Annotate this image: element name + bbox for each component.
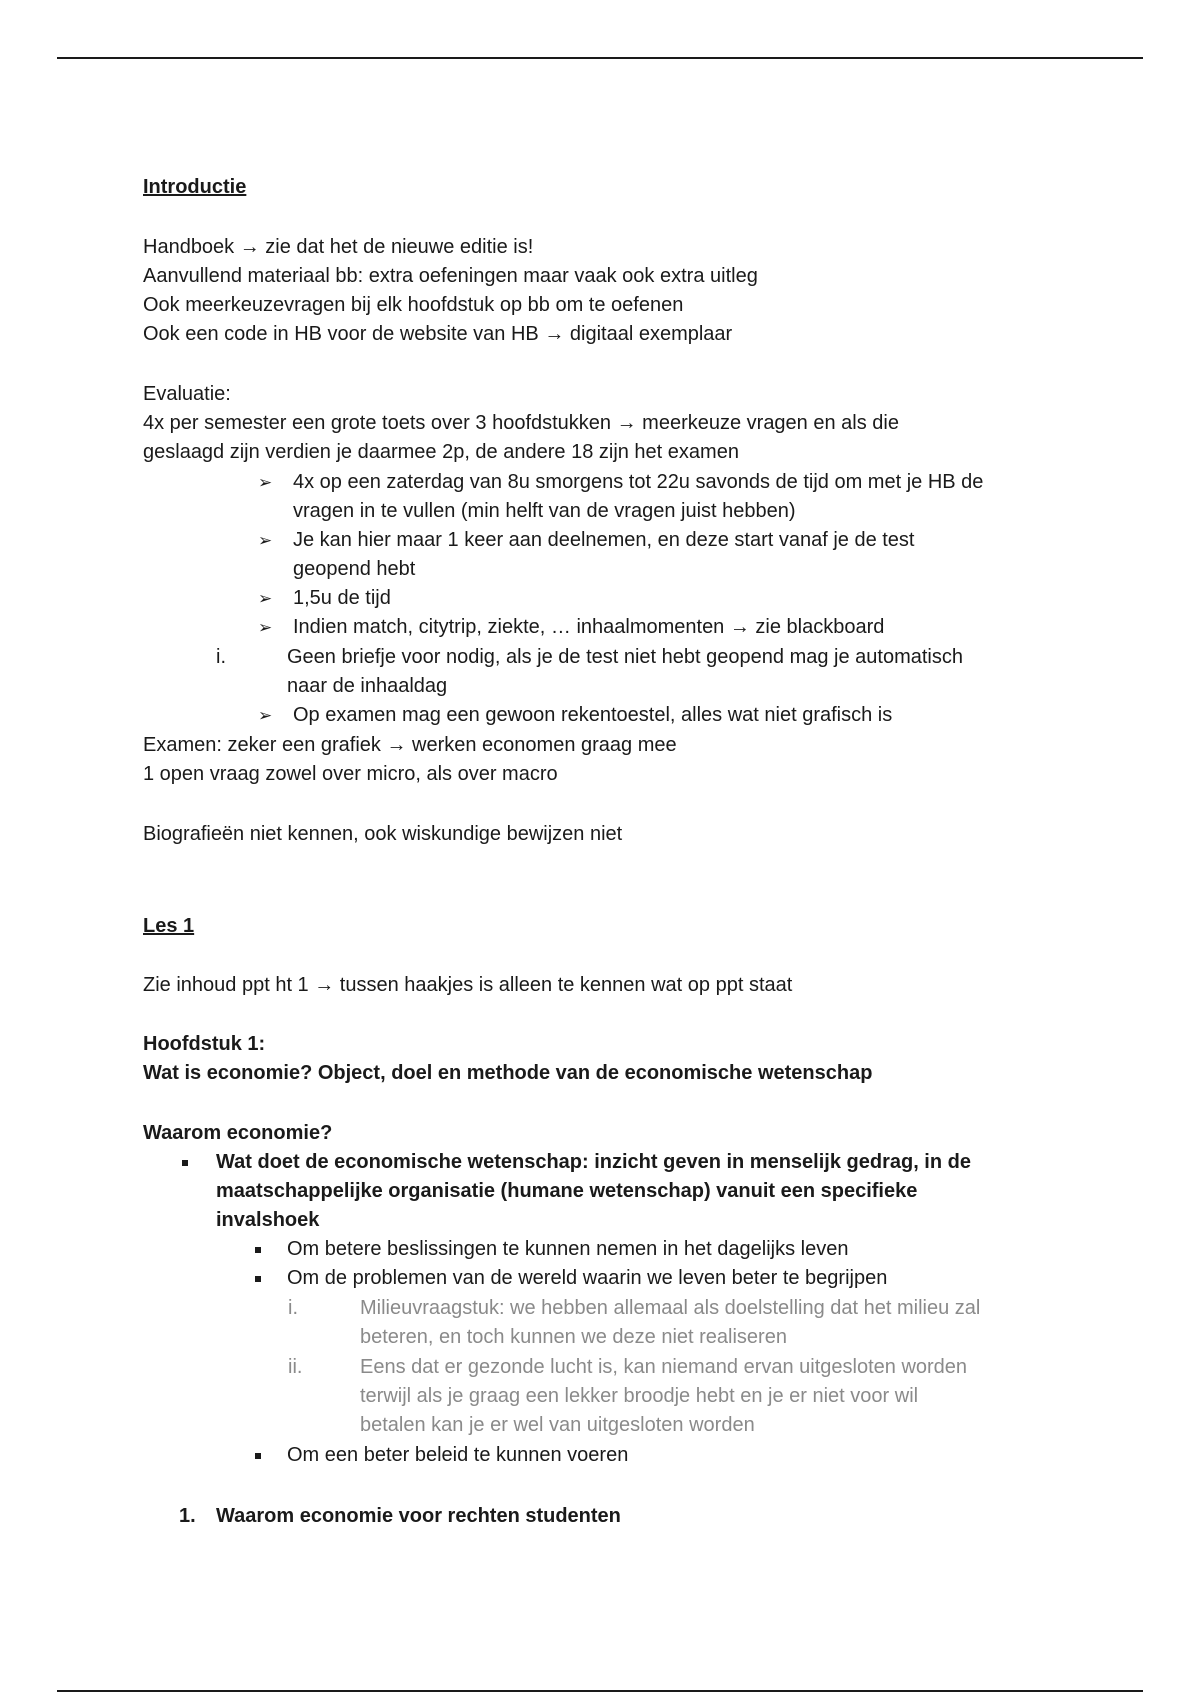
bullet-text: Indien match, citytrip, ziekte, … inhaalmomenten → zie blackboard: [293, 616, 885, 638]
bullet-text: 4x op een zaterdag van 8u smorgens tot 22u savonds de tijd om met je HB de: [293, 471, 984, 493]
main-bullet-text: Wat doet de economische wetenschap: inzicht geven in menselijk gedrag, in de: [216, 1151, 971, 1173]
bullet-text: geopend hebt: [293, 558, 416, 580]
arrow-bullet-icon: ➢: [258, 706, 273, 725]
bullet-text: Op examen mag een gewoon rekentoestel, alles wat niet grafisch is: [293, 704, 893, 726]
square-bullet-icon: [255, 1247, 261, 1253]
why-heading: Waarom economie?: [143, 1122, 333, 1144]
intro-line: Ook een code in HB voor de website van HB → digitaal exemplaar: [143, 323, 733, 345]
evaluation-line: 4x per semester een grote toets over 3 hoofdstukken → meerkeuze vragen en als die: [143, 412, 899, 434]
square-bullet-icon: [255, 1276, 261, 1282]
bio-line: Biografieën niet kennen, ook wiskundige bewijzen niet: [143, 823, 623, 845]
roman-item-text: Geen briefje voor nodig, als je de test niet hebt geopend mag je automatisch: [287, 646, 963, 668]
intro-line: Ook meerkeuzevragen bij elk hoofdstuk op bb om te oefenen: [143, 294, 684, 316]
bottom-rule: [57, 1690, 1143, 1692]
main-bullet-text: invalshoek: [216, 1209, 320, 1231]
arrow-bullet-icon: ➢: [258, 589, 273, 608]
sub-bullet-text: Om betere beslissingen te kunnen nemen in het dagelijks leven: [287, 1238, 849, 1260]
roman-item-text: Milieuvraagstuk: we hebben allemaal als doelstelling dat het milieu zal: [360, 1297, 981, 1319]
roman-marker: ii.: [288, 1356, 303, 1378]
numbered-marker: 1.: [179, 1505, 196, 1527]
roman-marker: i.: [288, 1297, 298, 1319]
intro-line: Handboek → zie dat het de nieuwe editie is!: [143, 236, 534, 258]
arrow-bullet-icon: ➢: [258, 473, 273, 492]
intro-line: Aanvullend materiaal bb: extra oefeningen maar vaak ook extra uitleg: [143, 265, 758, 287]
arrow-bullet-icon: ➢: [258, 618, 273, 637]
section-heading-les-1: Les 1: [143, 915, 195, 937]
numbered-heading: Waarom economie voor rechten studenten: [216, 1505, 621, 1527]
roman-item-text: beteren, en toch kunnen we deze niet realiseren: [360, 1326, 787, 1348]
main-bullet-text: maatschappelijke organisatie (humane wetenschap) vanuit een specifieke: [216, 1180, 918, 1202]
arrow-bullet-icon: ➢: [258, 531, 273, 550]
roman-item-text: betalen kan je er wel van uitgesloten worden: [360, 1414, 755, 1436]
chapter-title: Wat is economie? Object, doel en methode van de economische wetenschap: [143, 1062, 873, 1084]
bullet-text: 1,5u de tijd: [293, 587, 391, 609]
sub-bullet-text: Om de problemen van de wereld waarin we leven beter te begrijpen: [287, 1267, 888, 1289]
roman-marker: i.: [216, 646, 226, 668]
square-bullet-icon: [255, 1453, 261, 1459]
roman-item-text: naar de inhaaldag: [287, 675, 448, 697]
evaluation-line: geslaagd zijn verdien je daarmee 2p, de andere 18 zijn het examen: [143, 441, 739, 463]
roman-item-text: terwijl als je graag een lekker broodje hebt en je er niet voor wil: [360, 1385, 919, 1407]
sub-bullet-text: Om een beter beleid te kunnen voeren: [287, 1444, 629, 1466]
les1-line: Zie inhoud ppt ht 1 → tussen haakjes is alleen te kennen wat op ppt staat: [143, 974, 793, 996]
bullet-text: Je kan hier maar 1 keer aan deelnemen, en deze start vanaf je de test: [293, 529, 915, 551]
square-bullet-icon: [182, 1160, 188, 1166]
bullet-text: vragen in te vullen (min helft van de vragen juist hebben): [293, 500, 796, 522]
roman-item-text: Eens dat er gezonde lucht is, kan niemand ervan uitgesloten worden: [360, 1356, 968, 1378]
section-heading-introductie: Introductie: [143, 176, 247, 198]
evaluation-label: Evaluatie:: [143, 383, 231, 405]
chapter-label: Hoofdstuk 1:: [143, 1033, 266, 1055]
exam-line: 1 open vraag zowel over micro, als over macro: [143, 763, 558, 785]
exam-line: Examen: zeker een grafiek → werken economen graag mee: [143, 734, 677, 756]
